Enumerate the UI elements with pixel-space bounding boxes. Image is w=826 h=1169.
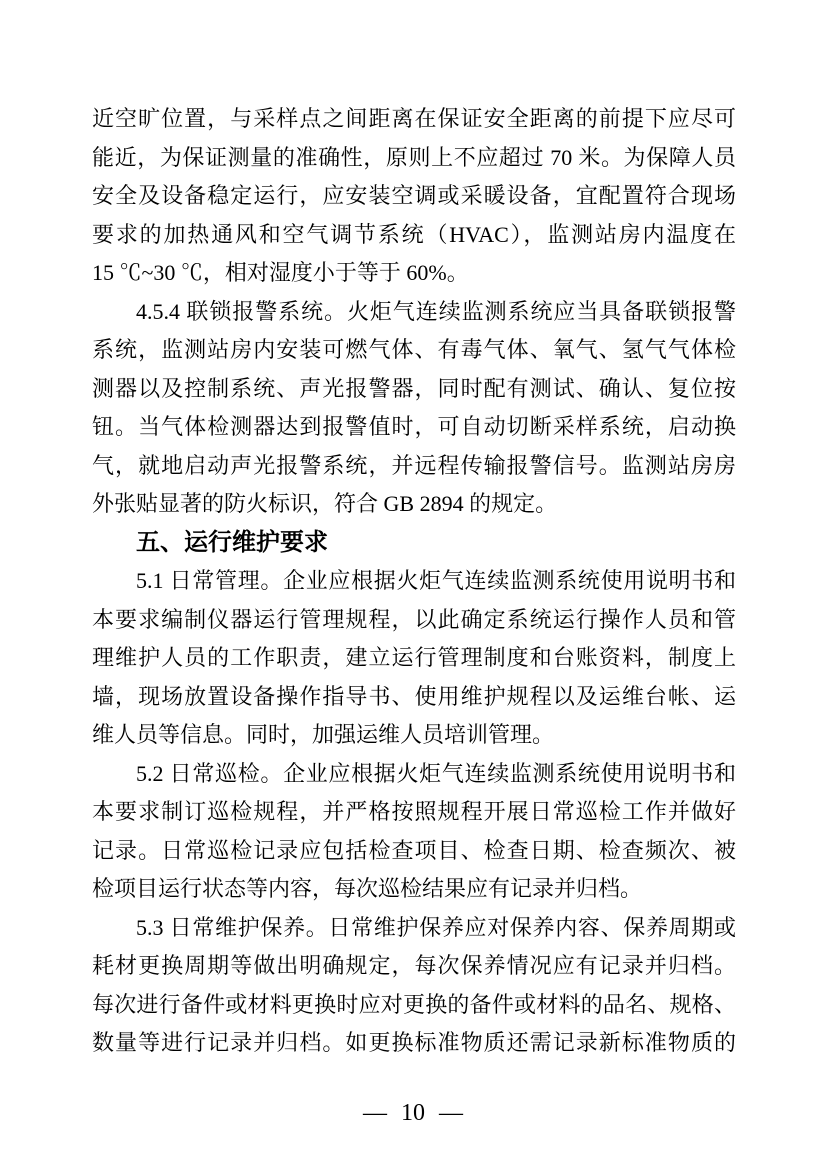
para-5.2-daily-inspection <box>92 755 736 909</box>
text-line: 数量等进行记录并归档。如更换标准物质还需记录新标准物质的 <box>92 1030 736 1055</box>
text-line: 4.5.4 联锁报警系统。火炬气连续监测系统应当具备联锁报警 <box>136 298 736 324</box>
text-line: 气，就地启动声光报警系统，并远程传输报警信号。监测站房房 <box>92 452 736 478</box>
text-line: 5.1 日常管理。企业应根据火炬气连续监测系统使用说明书和 <box>136 568 736 593</box>
text-line: 耗材更换周期等做出明确规定，每次保养情况应有记录并归档。 <box>92 953 736 978</box>
text-line: 能近，为保证测量的准确性，原则上不应超过 70 米。为保障人员 <box>92 144 736 170</box>
heading-5-operation-maintenance-requirements <box>92 524 736 563</box>
para-5.3-daily-maintenance <box>92 909 736 1063</box>
text-line: 外张贴显著的防火标识，符合 GB 2894 的规定。 <box>92 491 558 516</box>
text-line: 本要求编制仪器运行管理规程，以此确定系统运行操作人员和管 <box>92 606 736 632</box>
footer-dash-left: — <box>363 1100 387 1126</box>
para-station-room-requirements-continued <box>92 100 736 293</box>
text-line: 本要求制订巡检规程，并严格按照规程开展日常巡检工作并做好 <box>92 799 736 824</box>
page-number: 10 <box>401 1100 425 1126</box>
text-line: 检项目运行状态等内容，每次巡检结果应有记录并归档。 <box>92 876 643 901</box>
text-line: 15 ℃~30 ℃，相对湿度小于等于 60%。 <box>92 260 469 285</box>
text-line: 5.3 日常维护保养。日常维护保养应对保养内容、保养周期或 <box>136 914 736 940</box>
footer-dash-right: — <box>439 1100 463 1126</box>
text-line: 理维护人员的工作职责，建立运行管理制度和台账资料，制度上 <box>92 645 736 670</box>
text-line: 测器以及控制系统、声光报警器，同时配有测试、确认、复位按 <box>92 375 736 401</box>
page-footer <box>0 1098 826 1128</box>
text-line: 近空旷位置，与采样点之间距离在保证安全距离的前提下应尽可 <box>92 106 736 131</box>
text-line: 墙，现场放置设备操作指导书、使用维护规程以及运维台帐、运 <box>92 683 736 709</box>
text-line: 记录。日常巡检记录应包括检查项目、检查日期、检查频次、被 <box>92 837 736 863</box>
para-5.1-daily-management <box>92 562 736 755</box>
text-line: 安全及设备稳定运行，应安装空调或采暖设备，宜配置符合现场 <box>92 183 736 208</box>
text-line: 5.2 日常巡检。企业应根据火炬气连续监测系统使用说明书和 <box>136 760 736 786</box>
text-line: 每次进行备件或材料更换时应对更换的备件或材料的品名、规格、 <box>92 991 736 1017</box>
text-line: 系统，监测站房内安装可燃气体、有毒气体、氧气、氢气气体检 <box>92 337 736 362</box>
para-4.5.4-interlock-alarm-system <box>92 293 736 524</box>
document-body <box>92 100 736 1063</box>
text-line: 维人员等信息。同时，加强运维人员培训管理。 <box>92 722 555 747</box>
section-heading: 五、运行维护要求 <box>136 528 328 556</box>
text-line: 要求的加热通风和空气调节系统（HVAC），监测站房内温度在 <box>92 221 736 247</box>
text-line: 钮。当气体检测器达到报警值时，可自动切断采样系统，启动换 <box>92 414 736 439</box>
